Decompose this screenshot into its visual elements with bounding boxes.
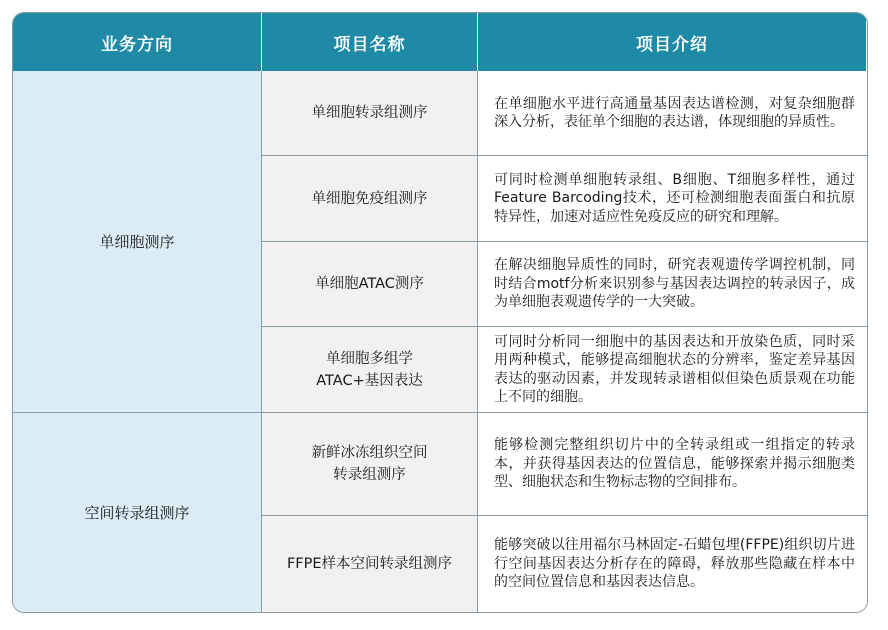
project-name-line: 单细胞多组学 — [326, 350, 413, 367]
project-description-text: 能够突破以往用福尔马林固定-石蜡包埋(FFPE)组织切片进行空间基因表达分析存在的障碍，释放那些隐藏在样本中的空间位置信息和基因表达信息。 — [494, 537, 855, 591]
project-description-text: 在解决细胞异质性的同时，研究表观遗传学调控机制，同时结合motf分析来识别参与基因表达调控的转录因子，成为单细胞表观遗传学的一大突破。 — [494, 257, 855, 311]
header-project-intro: 项目介绍 — [478, 13, 867, 71]
category-single-cell: 单细胞测序 — [13, 71, 262, 413]
header-business-direction: 业务方向 — [13, 13, 262, 71]
project-description — [478, 413, 867, 516]
category-spatial: 空间转录组测序 — [13, 413, 262, 612]
project-name — [262, 516, 478, 612]
project-name — [262, 327, 478, 413]
project-description — [478, 71, 867, 156]
project-name-line: 转录组测序 — [333, 467, 406, 483]
project-description — [478, 242, 867, 327]
project-name — [262, 242, 478, 327]
project-description-text: 在单细胞水平进行高通量基因表达谱检测，对复杂细胞群深入分析，表征单个细胞的表达谱，体现细胞的异质性。 — [494, 95, 855, 130]
project-description — [478, 156, 867, 242]
header-project-name: 项目名称 — [262, 13, 478, 71]
project-name-line: 单细胞转录组测序 — [311, 105, 428, 121]
project-name-line: 新鲜冰冻组织空间 — [311, 445, 428, 461]
project-name — [262, 71, 478, 156]
project-name — [262, 413, 478, 516]
project-description-text: 能够检测完整组织切片中的全转录组或一组指定的转录本，并获得基因表达的位置信息，能够探索并揭示细胞类型、细胞状态和生物标志物的空间排布。 — [494, 437, 855, 491]
project-table — [12, 12, 868, 613]
project-description — [478, 327, 867, 413]
project-name-line: 单细胞ATAC测序 — [315, 276, 424, 292]
project-name — [262, 156, 478, 242]
project-description-text: 可同时分析同一细胞中的基因表达和开放染色质，同时采用两种模式，能够提高细胞状态的分辨率，鉴定差异基因表达的驱动因素，并发现转录谱相似但染色质景观在功能上不同的细胞。 — [494, 333, 855, 405]
project-description — [478, 516, 867, 612]
project-name-line: ATAC+基因表达 — [316, 372, 423, 389]
project-name-line: 单细胞免疫组测序 — [311, 190, 428, 207]
project-description-text: 可同时检测单细胞转录组、B细胞、T细胞多样性，通过Feature Barcoding技术，还可检测细胞表面蛋白和抗原特异性，加速对适应性免疫反应的研究和理解。 — [494, 171, 855, 225]
project-name-line: FFPE样本空间转录组测序 — [286, 556, 453, 572]
